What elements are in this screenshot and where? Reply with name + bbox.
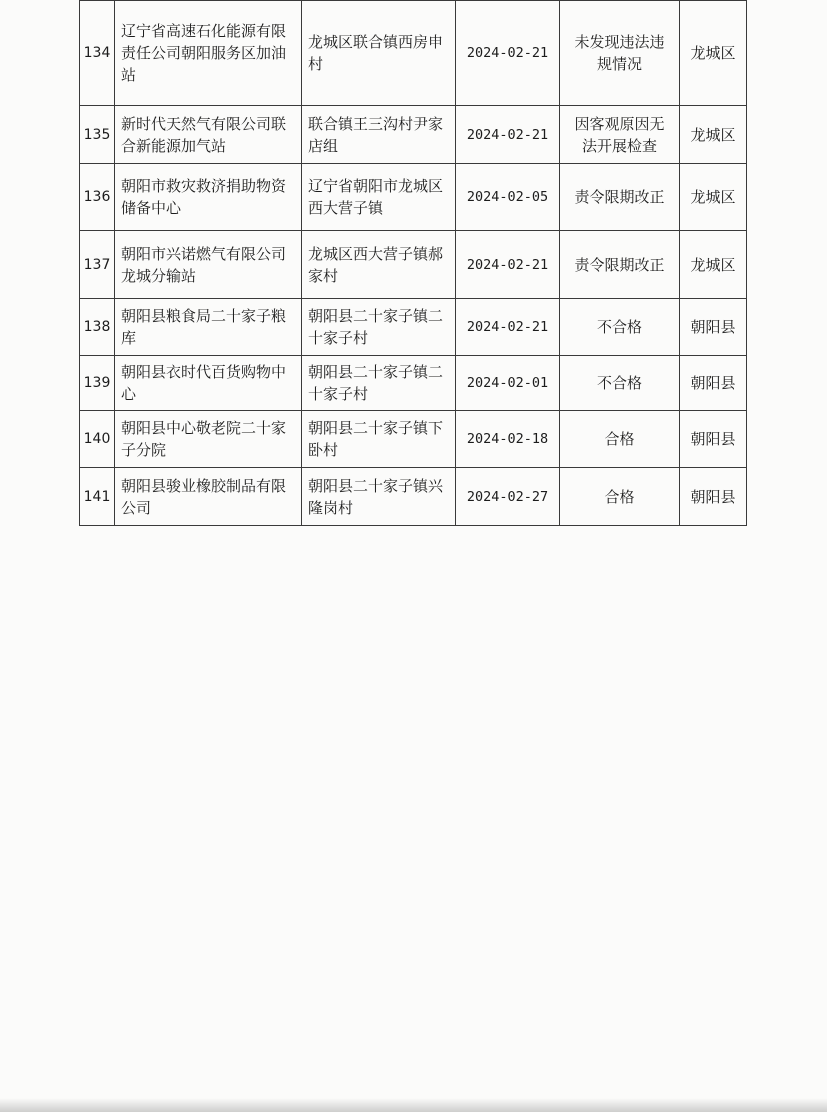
table-row — [80, 468, 747, 526]
row-number: 135 — [80, 106, 115, 164]
district: 朝阳县 — [680, 356, 747, 411]
row-number: 139 — [80, 356, 115, 411]
inspection-date: 2024-02-18 — [456, 411, 560, 468]
table-row — [80, 106, 747, 164]
inspection-result: 合格 — [560, 411, 680, 468]
unit-address: 朝阳县二十家子镇二十家子村 — [302, 356, 456, 411]
inspection-result: 合格 — [560, 468, 680, 526]
row-number: 134 — [80, 1, 115, 106]
unit-name: 辽宁省高速石化能源有限责任公司朝阳服务区加油站 — [115, 1, 302, 106]
table-row — [80, 299, 747, 356]
inspection-date: 2024-02-21 — [456, 1, 560, 106]
unit-address: 朝阳县二十家子镇二十家子村 — [302, 299, 456, 356]
unit-address: 朝阳县二十家子镇下卧村 — [302, 411, 456, 468]
unit-name: 朝阳县衣时代百货购物中心 — [115, 356, 302, 411]
unit-address: 朝阳县二十家子镇兴隆岗村 — [302, 468, 456, 526]
district: 龙城区 — [680, 106, 747, 164]
inspection-date: 2024-02-05 — [456, 164, 560, 231]
inspection-result: 不合格 — [560, 356, 680, 411]
inspection-date: 2024-02-21 — [456, 231, 560, 299]
district: 朝阳县 — [680, 411, 747, 468]
inspection-result: 未发现违法违规情况 — [560, 1, 680, 106]
unit-name: 朝阳县粮食局二十家子粮库 — [115, 299, 302, 356]
table-row — [80, 1, 747, 106]
inspection-table-body — [80, 1, 747, 526]
row-number: 140 — [80, 411, 115, 468]
district: 龙城区 — [680, 164, 747, 231]
table-row — [80, 411, 747, 468]
district: 朝阳县 — [680, 468, 747, 526]
unit-address: 辽宁省朝阳市龙城区西大营子镇 — [302, 164, 456, 231]
inspection-date: 2024-02-21 — [456, 299, 560, 356]
inspection-date: 2024-02-01 — [456, 356, 560, 411]
unit-name: 朝阳县中心敬老院二十家子分院 — [115, 411, 302, 468]
unit-name: 朝阳市救灾救济捐助物资储备中心 — [115, 164, 302, 231]
unit-address: 龙城区联合镇西房申村 — [302, 1, 456, 106]
row-number: 137 — [80, 231, 115, 299]
unit-name: 新时代天然气有限公司联合新能源加气站 — [115, 106, 302, 164]
district: 龙城区 — [680, 231, 747, 299]
unit-address: 龙城区西大营子镇郝家村 — [302, 231, 456, 299]
inspection-result: 责令限期改正 — [560, 231, 680, 299]
inspection-result: 不合格 — [560, 299, 680, 356]
inspection-result: 责令限期改正 — [560, 164, 680, 231]
table-row — [80, 356, 747, 411]
table-row — [80, 164, 747, 231]
row-number: 136 — [80, 164, 115, 231]
district: 龙城区 — [680, 1, 747, 106]
unit-name: 朝阳市兴诺燃气有限公司龙城分输站 — [115, 231, 302, 299]
inspection-result: 因客观原因无法开展检查 — [560, 106, 680, 164]
table-row — [80, 231, 747, 299]
district: 朝阳县 — [680, 299, 747, 356]
inspection-table — [79, 0, 747, 526]
inspection-date: 2024-02-27 — [456, 468, 560, 526]
unit-name: 朝阳县骏业橡胶制品有限公司 — [115, 468, 302, 526]
unit-address: 联合镇王三沟村尹家店组 — [302, 106, 456, 164]
page-bottom-shadow — [0, 1098, 827, 1112]
row-number: 138 — [80, 299, 115, 356]
row-number: 141 — [80, 468, 115, 526]
inspection-date: 2024-02-21 — [456, 106, 560, 164]
